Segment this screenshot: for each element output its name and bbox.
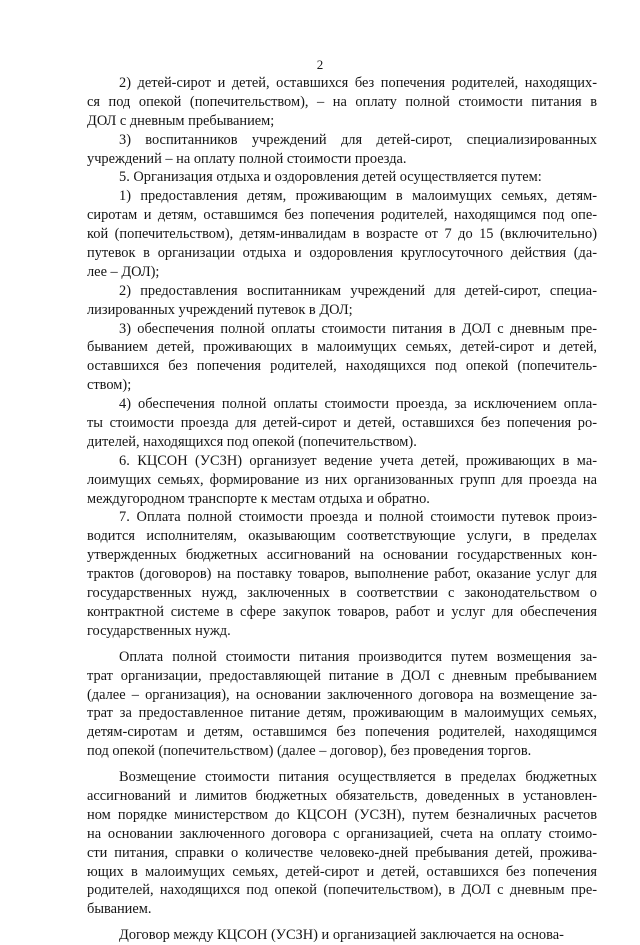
text-line: утвержденных бюджетных ассигнований на основании государственных кон-: [87, 547, 597, 564]
text-line: 2) предоставления воспитанникам учреждений для детей-сирот, специа-: [119, 282, 597, 299]
paragraph: [87, 282, 597, 320]
document-body: [87, 74, 597, 945]
text-line: лоимущих семьях, формирование из них организованных групп для проезда на: [87, 471, 597, 488]
text-line: кой (попечительством), детям-инвалидам в возрасте от 7 до 15 (включительно): [87, 226, 597, 243]
text-line: 3) воспитанников учреждений для детей-сирот, специализированных: [119, 131, 597, 148]
text-line: трактов (договоров) на поставку товаров, выполнение работ, оказание услуг для: [87, 566, 597, 583]
text-line: 4) обеспечения полной оплаты стоимости проезда, за исключением опла-: [119, 396, 597, 413]
paragraph: [87, 320, 597, 396]
paragraph: [87, 187, 597, 281]
text-line: государственных нужд.: [87, 622, 231, 639]
page-number: 2: [316, 57, 324, 72]
text-line: дителей, находящихся под опекой (попечительством).: [87, 433, 417, 450]
text-line: трат организации, предоставляющей питание в ДОЛ с дневным пребыванием: [87, 667, 597, 684]
text-line: Оплата полной стоимости питания производится путем возмещения за-: [119, 648, 597, 665]
text-line: быванием детей, проживающих в малоимущих семьях, детей-сирот и детей,: [87, 339, 597, 356]
text-line: учреждений – на оплату полной стоимости проезда.: [87, 150, 407, 167]
text-line: Возмещение стоимости питания осуществляется в пределах бюджетных: [119, 769, 597, 786]
text-line: на основании заключенного договора с организацией, счета на оплату стоимо-: [87, 825, 597, 842]
text-line: (далее – организация), на основании заключенного договора на возмещение за-: [87, 686, 597, 703]
text-line: трат за предоставленное питание детям, проживающим в малоимущих семьях,: [87, 705, 597, 722]
text-line: ДОЛ с дневным пребыванием;: [87, 112, 275, 129]
paragraph: [87, 768, 597, 919]
paragraph: [87, 168, 597, 187]
text-line: 5. Организация отдыха и оздоровления детей осуществляется путем:: [119, 169, 542, 186]
text-line: сти питания, справки о количестве человеко-дней пребывания детей, прожива-: [87, 844, 597, 861]
text-line: путевок в организации отдыха и оздоровления круглосуточного действия (да-: [87, 245, 597, 262]
paragraph: [87, 926, 597, 945]
text-line: 7. Оплата полной стоимости проезда и полной стоимости путевок произ-: [119, 509, 597, 526]
paragraph: [87, 648, 597, 761]
text-line: государственных нужд, заключенных в соответствии с законодательством о: [87, 585, 597, 602]
paragraph: [87, 395, 597, 452]
text-line: ном порядке министерством до КЦСОН (УСЗН), путем безналичных расчетов: [87, 806, 597, 823]
text-line: Договор между КЦСОН (УСЗН) и организацией заключается на основа-: [119, 927, 564, 944]
text-line: 1) предоставления детям, проживающим в малоимущих семьях, детям-: [119, 188, 597, 205]
text-line: быванием.: [87, 901, 152, 918]
paragraph: [87, 131, 597, 169]
text-line: под опекой (попечительством) (далее – договор), без проведения торгов.: [87, 743, 532, 760]
text-line: междугородном транспорте к местам отдыха и обратно.: [87, 490, 430, 507]
text-line: лее – ДОЛ);: [87, 263, 160, 280]
text-line: ющих в малоимущих семьях, детей-сирот и детей, оставшихся без попечения: [87, 863, 597, 880]
text-line: ся под опекой (попечительством), – на оплату полной стоимости питания в: [87, 93, 597, 110]
text-line: 6. КЦСОН (УСЗН) организует ведение учета детей, проживающих в ма-: [119, 452, 597, 469]
text-line: ством);: [87, 377, 132, 394]
text-line: водится исполнителям, оказывающим соответствующие услуги, в пределах: [87, 528, 597, 545]
text-line: 2) детей-сирот и детей, оставшихся без попечения родителей, находящих-: [119, 75, 597, 91]
paragraph: [87, 508, 597, 640]
text-line: ты стоимости проезда для детей-сирот и детей, оставшихся без попечения ро-: [87, 415, 597, 432]
text-line: сиротам и детям, оставшимся без попечения родителей, находящимся под опе-: [87, 207, 597, 224]
paragraph: [87, 452, 597, 509]
text-line: детям-сиротам и детям, оставшимся без попечения родителей, находящимся: [87, 724, 597, 741]
text-line: родителей, находящихся под опекой (попечительством), в ДОЛ с дневным пре-: [87, 882, 597, 899]
text-line: оставшихся без попечения родителей, находящихся под опекой (попечитель-: [87, 358, 597, 375]
paragraph: [87, 74, 597, 131]
text-line: 3) обеспечения полной оплаты стоимости питания в ДОЛ с дневным пре-: [119, 320, 597, 337]
text-line: лизированных учреждений путевок в ДОЛ;: [87, 301, 353, 318]
text-line: контрактной системе в сфере закупок товаров, работ и услуг для обеспечения: [87, 603, 597, 620]
text-line: ассигнований и лимитов бюджетных обязательств, доведенных в установлен-: [87, 787, 597, 804]
